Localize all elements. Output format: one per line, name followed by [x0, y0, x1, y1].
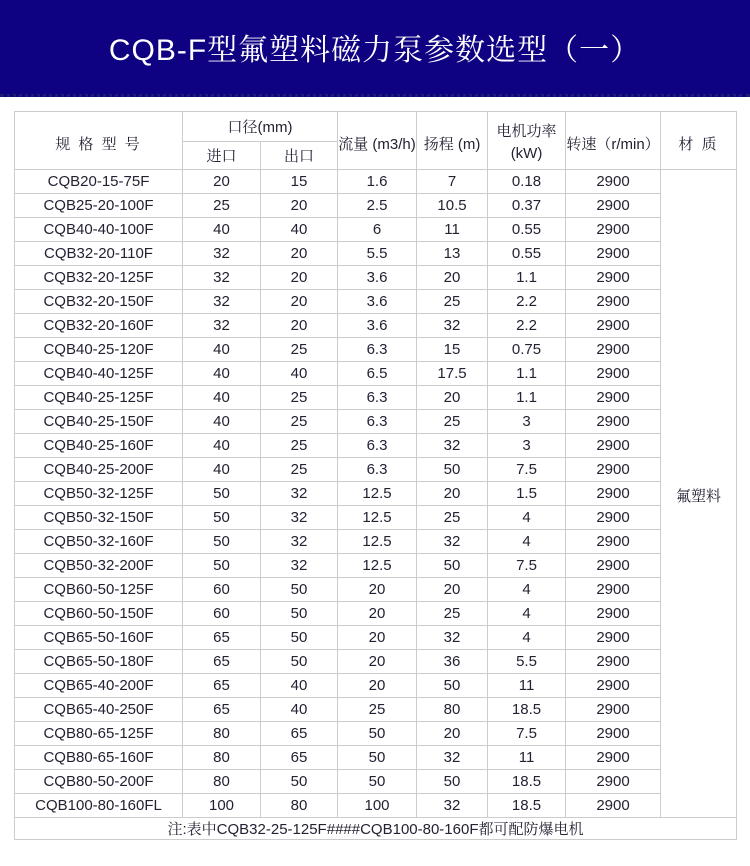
spec-cell: 3.6 [338, 290, 417, 314]
page-title: CQB-F型氟塑料磁力泵参数选型（一） [108, 34, 642, 67]
spec-cell: 50 [261, 770, 338, 794]
page-banner [0, 0, 750, 97]
spec-row [15, 530, 737, 554]
model-cell: CQB100-80-160FL [15, 794, 183, 818]
spec-cell: 25 [183, 194, 261, 218]
spec-cell: 4 [488, 506, 566, 530]
spec-cell: 80 [417, 698, 488, 722]
spec-cell: 32 [417, 434, 488, 458]
spec-cell: 5.5 [338, 242, 417, 266]
model-cell: CQB60-50-125F [15, 578, 183, 602]
spec-row [15, 338, 737, 362]
spec-cell: 6.3 [338, 458, 417, 482]
spec-cell: 20 [417, 722, 488, 746]
spec-cell: 40 [261, 362, 338, 386]
spec-cell: 65 [183, 626, 261, 650]
model-cell: CQB32-20-125F [15, 266, 183, 290]
spec-cell: 13 [417, 242, 488, 266]
note-row [15, 818, 737, 840]
spec-cell: 18.5 [488, 770, 566, 794]
spec-cell: 40 [183, 410, 261, 434]
spec-row [15, 458, 737, 482]
spec-cell: 80 [183, 722, 261, 746]
spec-cell: 20 [261, 266, 338, 290]
spec-cell: 4 [488, 626, 566, 650]
spec-cell: 20 [417, 386, 488, 410]
spec-cell: 2900 [566, 674, 661, 698]
model-cell: CQB32-20-150F [15, 290, 183, 314]
header-flow: 流量 (m3/h) [338, 112, 417, 170]
spec-cell: 25 [417, 290, 488, 314]
spec-cell: 65 [183, 650, 261, 674]
spec-cell: 32 [417, 794, 488, 818]
spec-cell: 2.2 [488, 290, 566, 314]
spec-cell: 2900 [566, 746, 661, 770]
spec-cell: 2900 [566, 578, 661, 602]
spec-row [15, 482, 737, 506]
spec-cell: 6 [338, 218, 417, 242]
spec-cell: 100 [183, 794, 261, 818]
model-cell: CQB40-25-125F [15, 386, 183, 410]
spec-cell: 2900 [566, 554, 661, 578]
spec-cell: 18.5 [488, 698, 566, 722]
header-diameter-group: 口径(mm) [183, 112, 338, 142]
spec-cell: 6.3 [338, 386, 417, 410]
spec-cell: 50 [183, 506, 261, 530]
spec-cell: 40 [183, 218, 261, 242]
spec-cell: 50 [417, 458, 488, 482]
spec-cell: 20 [261, 242, 338, 266]
spec-row [15, 170, 737, 194]
spec-cell: 7.5 [488, 554, 566, 578]
spec-row [15, 434, 737, 458]
spec-row [15, 242, 737, 266]
spec-cell: 10.5 [417, 194, 488, 218]
spec-row [15, 626, 737, 650]
model-cell: CQB65-50-180F [15, 650, 183, 674]
spec-cell: 32 [417, 746, 488, 770]
model-cell: CQB65-40-250F [15, 698, 183, 722]
spec-cell: 2900 [566, 194, 661, 218]
model-cell: CQB40-25-160F [15, 434, 183, 458]
spec-cell: 2900 [566, 698, 661, 722]
model-cell: CQB80-65-125F [15, 722, 183, 746]
spec-cell: 0.55 [488, 218, 566, 242]
spec-cell: 2900 [566, 650, 661, 674]
spec-cell: 80 [261, 794, 338, 818]
spec-row [15, 578, 737, 602]
spec-cell: 3.6 [338, 266, 417, 290]
spec-row [15, 362, 737, 386]
spec-cell: 2900 [566, 242, 661, 266]
spec-cell: 25 [417, 602, 488, 626]
spec-cell: 7.5 [488, 722, 566, 746]
spec-cell: 2900 [566, 266, 661, 290]
spec-cell: 2900 [566, 770, 661, 794]
spec-cell: 40 [261, 674, 338, 698]
spec-cell: 50 [183, 554, 261, 578]
spec-cell: 2900 [566, 626, 661, 650]
spec-cell: 25 [261, 386, 338, 410]
spec-cell: 25 [261, 458, 338, 482]
spec-cell: 11 [417, 218, 488, 242]
spec-cell: 32 [417, 530, 488, 554]
material-cell: 氟塑料 [661, 170, 737, 818]
spec-cell: 80 [183, 770, 261, 794]
spec-cell: 20 [417, 266, 488, 290]
spec-cell: 2.2 [488, 314, 566, 338]
spec-cell: 1.1 [488, 362, 566, 386]
spec-cell: 32 [261, 482, 338, 506]
header-model: 规 格 型 号 [15, 112, 183, 170]
spec-row [15, 794, 737, 818]
pump-spec-table [14, 111, 737, 840]
spec-cell: 1.1 [488, 266, 566, 290]
model-cell: CQB65-40-200F [15, 674, 183, 698]
spec-cell: 32 [417, 626, 488, 650]
spec-cell: 50 [261, 650, 338, 674]
spec-cell: 60 [183, 602, 261, 626]
spec-cell: 25 [417, 410, 488, 434]
spec-cell: 20 [338, 674, 417, 698]
spec-cell: 1.5 [488, 482, 566, 506]
spec-cell: 50 [338, 722, 417, 746]
spec-cell: 4 [488, 602, 566, 626]
spec-cell: 1.6 [338, 170, 417, 194]
spec-cell: 20 [183, 170, 261, 194]
spec-cell: 4 [488, 530, 566, 554]
model-cell: CQB50-32-125F [15, 482, 183, 506]
spec-cell: 15 [261, 170, 338, 194]
spec-row [15, 218, 737, 242]
spec-cell: 0.18 [488, 170, 566, 194]
spec-cell: 17.5 [417, 362, 488, 386]
spec-cell: 40 [261, 218, 338, 242]
spec-table-container [14, 111, 736, 840]
spec-cell: 25 [417, 506, 488, 530]
model-cell: CQB32-20-160F [15, 314, 183, 338]
spec-row [15, 770, 737, 794]
spec-cell: 12.5 [338, 554, 417, 578]
spec-cell: 2900 [566, 794, 661, 818]
spec-cell: 32 [417, 314, 488, 338]
spec-cell: 2900 [566, 506, 661, 530]
spec-row [15, 554, 737, 578]
spec-cell: 100 [338, 794, 417, 818]
spec-row [15, 722, 737, 746]
spec-cell: 40 [183, 434, 261, 458]
table-note: 注:表中CQB32-25-125F####CQB100-80-160F都可配防爆电机 [15, 818, 737, 840]
spec-cell: 50 [417, 554, 488, 578]
spec-cell: 0.75 [488, 338, 566, 362]
spec-cell: 32 [183, 314, 261, 338]
spec-row [15, 650, 737, 674]
spec-cell: 2900 [566, 170, 661, 194]
spec-cell: 15 [417, 338, 488, 362]
spec-cell: 50 [261, 578, 338, 602]
spec-cell: 3.6 [338, 314, 417, 338]
header-head: 扬程 (m) [417, 112, 488, 170]
header-power-label: 电机功率 (kW) [496, 123, 557, 162]
model-cell: CQB20-15-75F [15, 170, 183, 194]
spec-cell: 11 [488, 746, 566, 770]
spec-row [15, 194, 737, 218]
spec-cell: 2900 [566, 482, 661, 506]
model-cell: CQB65-50-160F [15, 626, 183, 650]
spec-cell: 7 [417, 170, 488, 194]
spec-cell: 2900 [566, 602, 661, 626]
spec-cell: 20 [417, 578, 488, 602]
spec-cell: 50 [183, 482, 261, 506]
header-outlet: 出口 [261, 142, 338, 170]
spec-row [15, 698, 737, 722]
spec-cell: 2900 [566, 290, 661, 314]
spec-cell: 65 [261, 746, 338, 770]
spec-cell: 65 [183, 698, 261, 722]
spec-row [15, 290, 737, 314]
model-cell: CQB32-20-110F [15, 242, 183, 266]
model-cell: CQB50-32-160F [15, 530, 183, 554]
spec-cell: 7.5 [488, 458, 566, 482]
model-cell: CQB60-50-150F [15, 602, 183, 626]
spec-cell: 2900 [566, 314, 661, 338]
spec-cell: 2900 [566, 338, 661, 362]
spec-row [15, 506, 737, 530]
model-cell: CQB40-25-200F [15, 458, 183, 482]
spec-cell: 20 [338, 578, 417, 602]
spec-cell: 32 [261, 530, 338, 554]
spec-cell: 32 [261, 554, 338, 578]
spec-cell: 20 [261, 194, 338, 218]
spec-cell: 25 [338, 698, 417, 722]
spec-cell: 80 [183, 746, 261, 770]
spec-row [15, 386, 737, 410]
spec-row [15, 266, 737, 290]
spec-cell: 40 [183, 362, 261, 386]
spec-cell: 20 [338, 650, 417, 674]
spec-cell: 6.3 [338, 338, 417, 362]
spec-cell: 50 [417, 770, 488, 794]
spec-cell: 12.5 [338, 482, 417, 506]
header-inlet: 进口 [183, 142, 261, 170]
model-cell: CQB25-20-100F [15, 194, 183, 218]
model-cell: CQB80-50-200F [15, 770, 183, 794]
spec-cell: 50 [338, 746, 417, 770]
spec-cell: 50 [261, 626, 338, 650]
spec-cell: 2900 [566, 722, 661, 746]
model-cell: CQB50-32-200F [15, 554, 183, 578]
spec-cell: 32 [183, 290, 261, 314]
spec-cell: 65 [183, 674, 261, 698]
spec-cell: 25 [261, 338, 338, 362]
spec-cell: 3 [488, 410, 566, 434]
spec-cell: 20 [338, 602, 417, 626]
spec-row [15, 602, 737, 626]
spec-cell: 18.5 [488, 794, 566, 818]
model-cell: CQB40-40-100F [15, 218, 183, 242]
spec-cell: 40 [183, 386, 261, 410]
spec-cell: 2900 [566, 386, 661, 410]
header-material: 材 质 [661, 112, 737, 170]
model-cell: CQB50-32-150F [15, 506, 183, 530]
spec-cell: 1.1 [488, 386, 566, 410]
spec-cell: 0.55 [488, 242, 566, 266]
spec-cell: 2900 [566, 458, 661, 482]
spec-row [15, 746, 737, 770]
spec-cell: 3 [488, 434, 566, 458]
spec-cell: 2.5 [338, 194, 417, 218]
spec-cell: 6.3 [338, 410, 417, 434]
spec-cell: 2900 [566, 530, 661, 554]
spec-cell: 50 [183, 530, 261, 554]
model-cell: CQB80-65-160F [15, 746, 183, 770]
spec-cell: 5.5 [488, 650, 566, 674]
spec-row [15, 314, 737, 338]
spec-cell: 20 [261, 314, 338, 338]
spec-cell: 25 [261, 410, 338, 434]
header-speed: 转速（r/min） [566, 112, 661, 170]
model-cell: CQB40-25-120F [15, 338, 183, 362]
spec-row [15, 674, 737, 698]
spec-cell: 6.5 [338, 362, 417, 386]
spec-cell: 2900 [566, 362, 661, 386]
model-cell: CQB40-25-150F [15, 410, 183, 434]
spec-cell: 2900 [566, 434, 661, 458]
spec-cell: 4 [488, 578, 566, 602]
spec-cell: 2900 [566, 410, 661, 434]
spec-cell: 0.37 [488, 194, 566, 218]
spec-cell: 20 [417, 482, 488, 506]
spec-cell: 40 [261, 698, 338, 722]
spec-cell: 20 [338, 626, 417, 650]
spec-table-body [15, 170, 737, 818]
spec-cell: 65 [261, 722, 338, 746]
spec-cell: 40 [183, 338, 261, 362]
spec-cell: 40 [183, 458, 261, 482]
spec-cell: 32 [261, 506, 338, 530]
spec-cell: 25 [261, 434, 338, 458]
spec-cell: 60 [183, 578, 261, 602]
spec-cell: 2900 [566, 218, 661, 242]
spec-cell: 50 [338, 770, 417, 794]
spec-cell: 12.5 [338, 506, 417, 530]
spec-cell: 20 [261, 290, 338, 314]
spec-cell: 36 [417, 650, 488, 674]
spec-cell: 50 [261, 602, 338, 626]
model-cell: CQB40-40-125F [15, 362, 183, 386]
spec-cell: 32 [183, 266, 261, 290]
header-power [488, 112, 566, 170]
spec-cell: 32 [183, 242, 261, 266]
spec-cell: 12.5 [338, 530, 417, 554]
spec-row [15, 410, 737, 434]
spec-cell: 11 [488, 674, 566, 698]
spec-cell: 6.3 [338, 434, 417, 458]
spec-cell: 50 [417, 674, 488, 698]
